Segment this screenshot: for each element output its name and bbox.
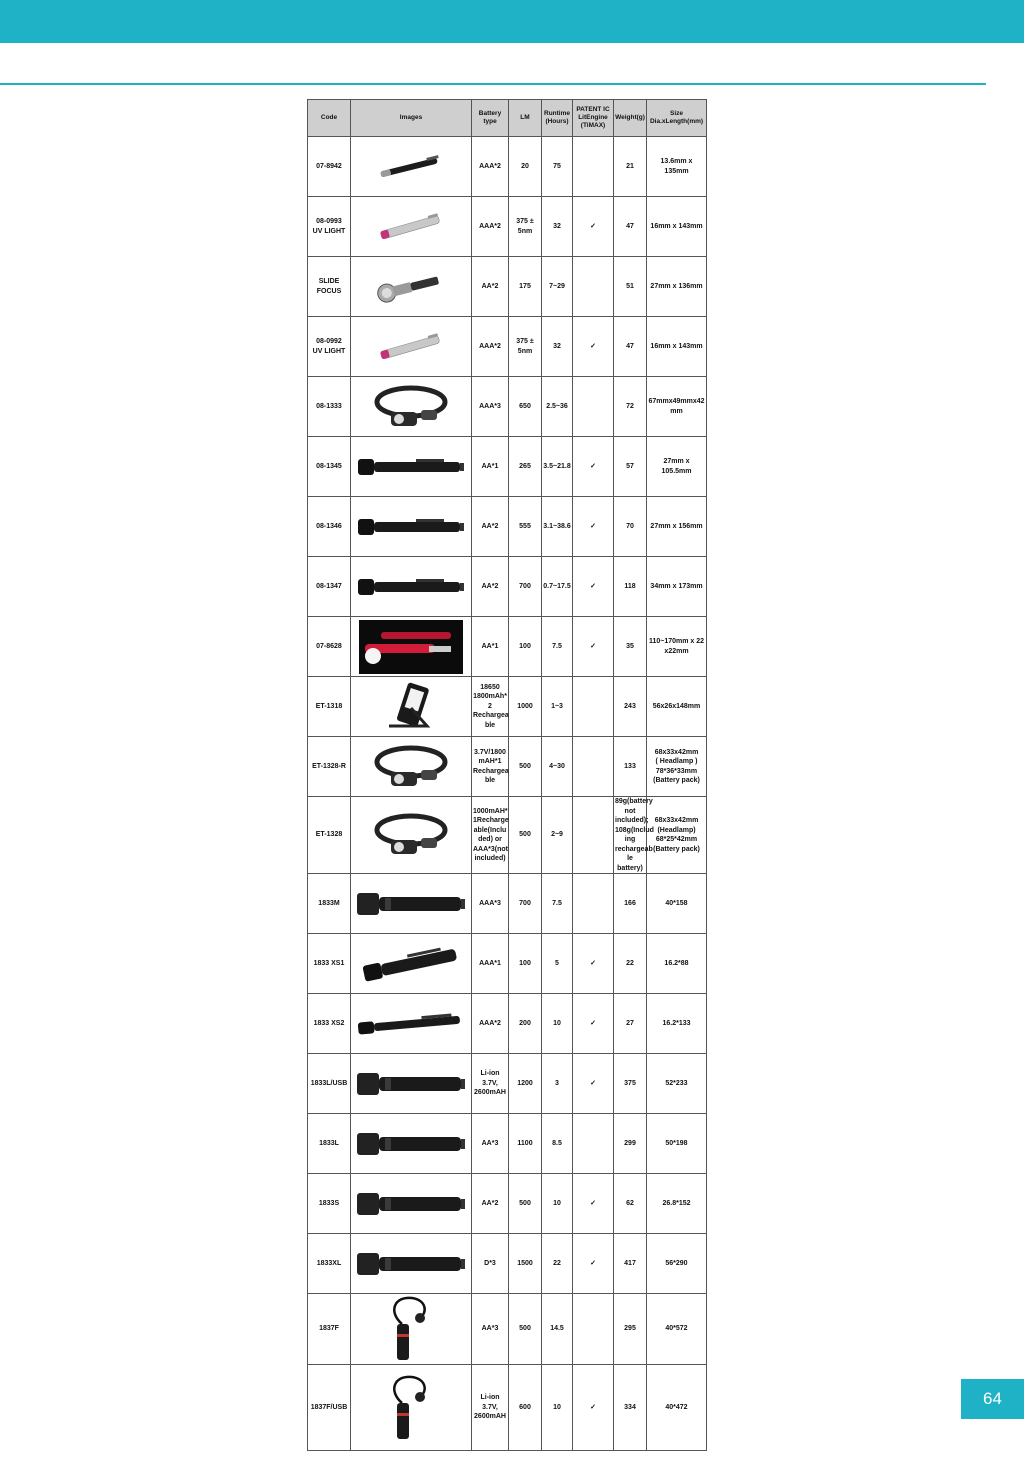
- cell-code: 08-1333: [308, 377, 351, 437]
- cell-size: 27mm x 136mm: [647, 257, 707, 317]
- cell-size: 40*472: [647, 1365, 707, 1451]
- cell-patent: [573, 737, 614, 797]
- table-row: [308, 737, 707, 797]
- cell-image: [351, 1234, 472, 1294]
- cell-patent: ✓: [573, 934, 614, 994]
- table-row: [308, 437, 707, 497]
- cell-patent: [573, 1294, 614, 1365]
- cell-image: [351, 1365, 472, 1451]
- cell-patent: ✓: [573, 1054, 614, 1114]
- cell-lm: 1200: [509, 1054, 542, 1114]
- cell-patent: [573, 137, 614, 197]
- cell-patent: [573, 677, 614, 737]
- cell-code: 08-1347: [308, 557, 351, 617]
- cell-lm: 500: [509, 1174, 542, 1234]
- cell-code: 1833L: [308, 1114, 351, 1174]
- cell-image: [351, 257, 472, 317]
- flexible-flashlight-icon: [384, 1373, 438, 1443]
- cell-lm: 1100: [509, 1114, 542, 1174]
- cell-weight: 299: [614, 1114, 647, 1174]
- cell-weight: 133: [614, 737, 647, 797]
- slide-focus-flashlight-icon: [376, 267, 446, 307]
- cell-image: [351, 994, 472, 1054]
- tactical-flashlight-icon: [356, 512, 466, 542]
- cell-size: 68x33x42mm ( Headlamp ) 78*36*33mm (Battery pack): [647, 737, 707, 797]
- cell-lm: 1000: [509, 677, 542, 737]
- headlamp-icon: [371, 740, 451, 794]
- cell-weight: 22: [614, 934, 647, 994]
- cell-battery: AAA*3: [472, 874, 509, 934]
- cell-patent: ✓: [573, 317, 614, 377]
- cell-size: 27mm x 156mm: [647, 497, 707, 557]
- cell-battery: 3.7V/1800 mAH*1 Rechargea ble: [472, 737, 509, 797]
- pen-flashlight-icon: [356, 1009, 466, 1039]
- header-code: Code: [308, 100, 351, 137]
- cell-code: 07-8628: [308, 617, 351, 677]
- cell-image: [351, 377, 472, 437]
- cell-patent: [573, 1114, 614, 1174]
- cell-image: [351, 874, 472, 934]
- cell-image: [351, 1174, 472, 1234]
- product-spec-table: [307, 99, 707, 1451]
- cell-lm: 1500: [509, 1234, 542, 1294]
- cell-code: SLIDE FOCUS: [308, 257, 351, 317]
- cell-lm: 20: [509, 137, 542, 197]
- cell-patent: ✓: [573, 437, 614, 497]
- cell-battery: AA*2: [472, 557, 509, 617]
- cell-battery: 1000mAH* 1Recharge able(Inclu ded) or AAA*3(not included): [472, 797, 509, 874]
- cell-runtime: 1~3: [542, 677, 573, 737]
- header-images: Images: [351, 100, 472, 137]
- cell-lm: 555: [509, 497, 542, 557]
- uv-pen-light-icon: [376, 327, 446, 367]
- table-row: [308, 617, 707, 677]
- cell-runtime: 0.7~17.5: [542, 557, 573, 617]
- table-row: [308, 1365, 707, 1451]
- cell-runtime: 5: [542, 934, 573, 994]
- cell-runtime: 3.1~38.6: [542, 497, 573, 557]
- cell-runtime: 32: [542, 317, 573, 377]
- cell-runtime: 75: [542, 137, 573, 197]
- cell-battery: AAA*2: [472, 994, 509, 1054]
- cell-image: [351, 1054, 472, 1114]
- table-row: [308, 377, 707, 437]
- cell-runtime: 14.5: [542, 1294, 573, 1365]
- cell-image: [351, 797, 472, 874]
- cell-weight: 89g(battery not included); 108g(Includ ing rechargeab le battery): [615, 798, 654, 872]
- cell-size: 110~170mm x 22 x22mm: [647, 617, 707, 677]
- cell-lm: 500: [509, 1294, 542, 1365]
- cell-size: 16mm x 143mm: [647, 197, 707, 257]
- cell-runtime: 2~9: [542, 797, 573, 874]
- cell-code: 08-0992 UV LIGHT: [308, 317, 351, 377]
- uv-pen-light-icon: [376, 207, 446, 247]
- cell-runtime: 7.5: [542, 617, 573, 677]
- cell-lm: 700: [509, 557, 542, 617]
- cell-size: 67mmx49mmx42 mm: [647, 377, 707, 437]
- cell-lm: 265: [509, 437, 542, 497]
- cell-code: ET-1328-R: [308, 737, 351, 797]
- cell-runtime: 4~30: [542, 737, 573, 797]
- cell-battery: Li-ion 3.7V, 2600mAH: [472, 1054, 509, 1114]
- cell-runtime: 3: [542, 1054, 573, 1114]
- header-divider: [0, 83, 986, 85]
- cell-runtime: 8.5: [542, 1114, 573, 1174]
- cell-code: 1837F: [308, 1294, 351, 1365]
- cell-battery: AA*2: [472, 1174, 509, 1234]
- cell-code: 1833XL: [308, 1234, 351, 1294]
- cell-code: 1833L/USB: [308, 1054, 351, 1114]
- table-row: [308, 1234, 707, 1294]
- header-runtime: Runtime (Hours): [542, 100, 573, 137]
- cell-size: 50*198: [647, 1114, 707, 1174]
- cell-runtime: 10: [542, 1365, 573, 1451]
- table-header-row: [308, 100, 707, 137]
- cell-size: 40*572: [647, 1294, 707, 1365]
- cell-weight: 51: [614, 257, 647, 317]
- cell-battery: AAA*2: [472, 137, 509, 197]
- cell-battery: AA*3: [472, 1294, 509, 1365]
- header-patent: PATENT IC LitEngine (TiMAX): [573, 100, 614, 137]
- cell-code: 1833 XS1: [308, 934, 351, 994]
- cell-runtime: 10: [542, 994, 573, 1054]
- table-row: [308, 497, 707, 557]
- cell-battery: AA*1: [472, 617, 509, 677]
- cell-weight: 47: [614, 317, 647, 377]
- cell-battery: 18650 1800mAh* 2 Rechargea ble: [472, 677, 509, 737]
- cell-patent: ✓: [573, 497, 614, 557]
- cell-battery: AA*1: [472, 437, 509, 497]
- cell-weight: 334: [614, 1365, 647, 1451]
- zoom-flashlight-icon: [355, 889, 467, 919]
- header-size: Size Dia.xLength(mm): [647, 100, 707, 137]
- cell-image: [351, 137, 472, 197]
- cell-battery: AA*2: [472, 257, 509, 317]
- cell-lm: 500: [509, 737, 542, 797]
- cell-lm: 500: [509, 797, 542, 874]
- cell-size: 68x33x42mm (Headlamp) 68*25*42mm (Battery pack): [647, 797, 707, 874]
- cell-battery: AA*2: [472, 497, 509, 557]
- table-row: [308, 137, 707, 197]
- cell-image: [351, 557, 472, 617]
- table-row: [308, 874, 707, 934]
- cell-code: 08-0993 UV LIGHT: [308, 197, 351, 257]
- red-light-wand-icon: [359, 620, 463, 674]
- zoom-flashlight-icon: [355, 1249, 467, 1279]
- header-lm: LM: [509, 100, 542, 137]
- cell-battery: AA*3: [472, 1114, 509, 1174]
- cell-image: [351, 617, 472, 677]
- table-row: [308, 934, 707, 994]
- cell-image: [351, 497, 472, 557]
- cell-weight: 35: [614, 617, 647, 677]
- cell-weight: 27: [614, 994, 647, 1054]
- cell-code: 1837F/USB: [308, 1365, 351, 1451]
- cell-runtime: 7.5: [542, 874, 573, 934]
- zoom-flashlight-icon: [355, 1069, 467, 1099]
- cell-image: [351, 317, 472, 377]
- cell-weight: 47: [614, 197, 647, 257]
- cell-code: 1833 XS2: [308, 994, 351, 1054]
- cell-size: 26.8*152: [647, 1174, 707, 1234]
- work-light-icon: [381, 680, 441, 734]
- cell-size: 27mm x 105.5mm: [647, 437, 707, 497]
- zoom-flashlight-icon: [355, 1129, 467, 1159]
- cell-size: 56*290: [647, 1234, 707, 1294]
- cell-lm: 600: [509, 1365, 542, 1451]
- cell-runtime: 2.5~36: [542, 377, 573, 437]
- cell-weight: 72: [614, 377, 647, 437]
- cell-image: [351, 677, 472, 737]
- cell-patent: ✓: [573, 617, 614, 677]
- tactical-flashlight-icon: [356, 452, 466, 482]
- cell-runtime: 7~29: [542, 257, 573, 317]
- cell-battery: Li-ion 3.7V, 2600mAH: [472, 1365, 509, 1451]
- top-banner: [0, 0, 1024, 43]
- cell-code: 07-8942: [308, 137, 351, 197]
- cell-size: 52*233: [647, 1054, 707, 1114]
- cell-size: 56x26x148mm: [647, 677, 707, 737]
- cell-image: [351, 197, 472, 257]
- cell-size: 16.2*133: [647, 994, 707, 1054]
- cell-image: [351, 737, 472, 797]
- zoom-flashlight-icon: [355, 1189, 467, 1219]
- cell-battery: D*3: [472, 1234, 509, 1294]
- cell-size: 16.2*88: [647, 934, 707, 994]
- cell-code: 08-1346: [308, 497, 351, 557]
- cell-lm: 375 ± 5nm: [509, 197, 542, 257]
- cell-size: 40*158: [647, 874, 707, 934]
- cell-weight: 62: [614, 1174, 647, 1234]
- cell-image: [351, 1114, 472, 1174]
- cell-patent: ✓: [573, 994, 614, 1054]
- cell-size: 34mm x 173mm: [647, 557, 707, 617]
- flexible-flashlight-icon: [384, 1294, 438, 1364]
- cell-patent: ✓: [573, 1174, 614, 1234]
- cell-patent: ✓: [573, 197, 614, 257]
- cell-code: ET-1328: [308, 797, 351, 874]
- cell-weight: 118: [614, 557, 647, 617]
- headlamp-icon: [371, 380, 451, 434]
- table-row: [308, 197, 707, 257]
- cell-lm: 200: [509, 994, 542, 1054]
- tactical-flashlight-icon: [356, 572, 466, 602]
- cell-lm: 100: [509, 617, 542, 677]
- compact-flashlight-icon: [359, 944, 463, 984]
- headlamp-icon: [371, 808, 451, 862]
- cell-weight: 57: [614, 437, 647, 497]
- cell-weight: 166: [614, 874, 647, 934]
- cell-code: ET-1318: [308, 677, 351, 737]
- table-row: [308, 797, 707, 874]
- cell-battery: AAA*2: [472, 197, 509, 257]
- cell-weight: 243: [614, 677, 647, 737]
- cell-code: 08-1345: [308, 437, 351, 497]
- cell-weight: 21: [614, 137, 647, 197]
- cell-weight: 375: [614, 1054, 647, 1114]
- cell-patent: ✓: [573, 1234, 614, 1294]
- header-battery: Battery type: [472, 100, 509, 137]
- cell-patent: ✓: [573, 557, 614, 617]
- cell-patent: [573, 257, 614, 317]
- cell-lm: 100: [509, 934, 542, 994]
- cell-battery: AAA*1: [472, 934, 509, 994]
- table-row: [308, 557, 707, 617]
- cell-size: 13.6mm x 135mm: [647, 137, 707, 197]
- table-row: [308, 1294, 707, 1365]
- table-row: [308, 1114, 707, 1174]
- cell-weight: 70: [614, 497, 647, 557]
- header-weight: Weight(g): [614, 100, 647, 137]
- cell-code: 1833M: [308, 874, 351, 934]
- cell-patent: [573, 874, 614, 934]
- table-row: [308, 257, 707, 317]
- table-row: [308, 994, 707, 1054]
- cell-battery: AAA*2: [472, 317, 509, 377]
- cell-image: [351, 934, 472, 994]
- cell-lm: 375 ± 5nm: [509, 317, 542, 377]
- table-row: [308, 1054, 707, 1114]
- pen-light-icon: [376, 147, 446, 187]
- cell-weight: 417: [614, 1234, 647, 1294]
- cell-patent: [573, 377, 614, 437]
- cell-runtime: 10: [542, 1174, 573, 1234]
- page-number: 64: [961, 1379, 1024, 1419]
- cell-weight: 295: [614, 1294, 647, 1365]
- table-row: [308, 317, 707, 377]
- cell-lm: 175: [509, 257, 542, 317]
- cell-lm: 650: [509, 377, 542, 437]
- table-row: [308, 677, 707, 737]
- cell-image: [351, 1294, 472, 1365]
- cell-runtime: 32: [542, 197, 573, 257]
- cell-image: [351, 437, 472, 497]
- cell-runtime: 22: [542, 1234, 573, 1294]
- cell-battery: AAA*3: [472, 377, 509, 437]
- cell-patent: ✓: [573, 1365, 614, 1451]
- cell-size: 16mm x 143mm: [647, 317, 707, 377]
- cell-runtime: 3.5~21.8: [542, 437, 573, 497]
- cell-patent: [573, 797, 614, 874]
- table-row: [308, 1174, 707, 1234]
- cell-code: 1833S: [308, 1174, 351, 1234]
- cell-lm: 700: [509, 874, 542, 934]
